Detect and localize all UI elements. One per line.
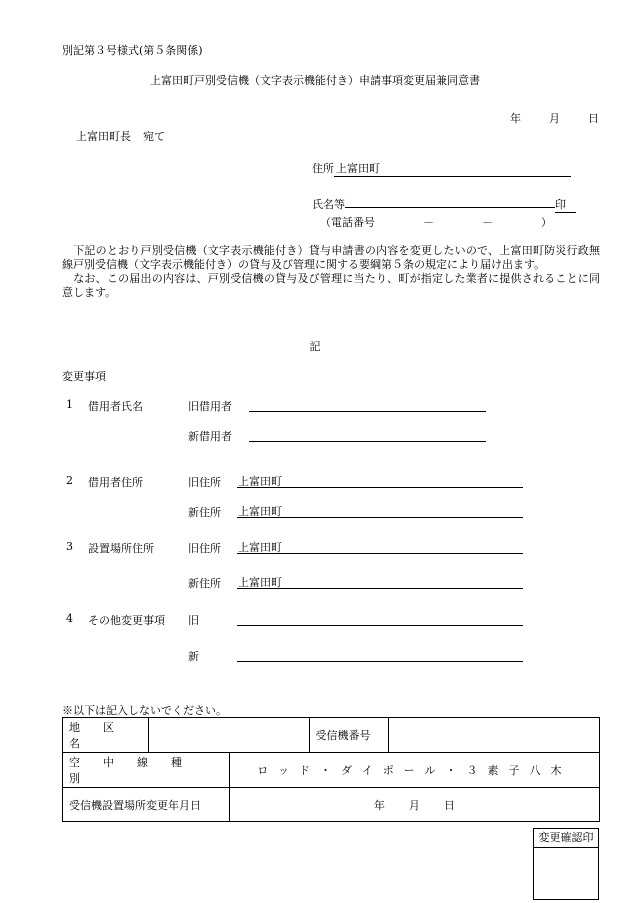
- antenna-value: ロッド・ダイポール・３素子八木: [257, 764, 572, 777]
- document-title: 上富田町戸別受信機（文字表示機能付き）申請事項変更届兼同意書: [150, 74, 480, 87]
- receiver-no-value[interactable]: [389, 718, 600, 753]
- item-3-number: 3: [66, 540, 73, 553]
- item-4-new-field[interactable]: [237, 647, 523, 662]
- item-4-old-label: 旧: [188, 614, 199, 627]
- date-month: 月: [549, 112, 560, 125]
- change-date-day: 日: [443, 798, 455, 812]
- item-3-old-field[interactable]: 上富田町: [237, 539, 523, 554]
- item-2-old-label: 旧住所: [188, 476, 221, 489]
- date-day: 日: [588, 112, 599, 125]
- change-items-title: 変更事項: [62, 370, 106, 383]
- antenna-label-cell: [63, 753, 230, 788]
- office-use-table: [62, 717, 600, 822]
- item-2-number: 2: [66, 474, 73, 487]
- item-1-old-field[interactable]: [249, 397, 486, 412]
- antenna-label: 空中線種別: [69, 756, 205, 785]
- addressee-suffix: 宛て: [143, 130, 165, 143]
- item-1-name: 借用者氏名: [88, 400, 143, 413]
- antenna-value-cell: [229, 753, 599, 788]
- body-paragraph-1: 下記のとおり戸別受信機（文字表示機能付き）貸与申請書の内容を変更したいので、上富田町防災行政無線戸別受信機（文字表示機能付き）の貸与及び管理に関する要綱第５条の規定により届け出ます。: [62, 244, 600, 271]
- ki-heading: 記: [309, 340, 321, 353]
- form-number: 別記第３号様式(第５条関係): [62, 44, 203, 57]
- item-1-new-label: 新借用者: [188, 430, 232, 443]
- phone-label: （電話番号: [320, 216, 375, 229]
- receiver-no-label-cell: [309, 718, 389, 753]
- address-label: 住所: [312, 162, 334, 175]
- change-date-value-cell[interactable]: [229, 788, 599, 822]
- phone-dash-2: －: [482, 216, 493, 229]
- item-4-name: その他変更事項: [88, 614, 165, 627]
- name-label: 氏名等: [312, 198, 345, 211]
- stamp-label: 変更確認印: [534, 829, 598, 848]
- name-field[interactable]: [345, 207, 555, 208]
- addressee-name: 上富田町長: [76, 130, 131, 143]
- district-label-cell: [63, 718, 149, 753]
- change-date-label-cell: [63, 788, 230, 822]
- item-2-new-field[interactable]: 上富田町: [237, 503, 523, 518]
- date-line: [510, 110, 599, 126]
- district-value[interactable]: [148, 718, 309, 753]
- seal-mark: 印: [555, 196, 576, 213]
- office-use-note: ※以下は記入しないでください。: [62, 704, 227, 717]
- change-date-month: 月: [408, 798, 420, 812]
- applicant-name: [312, 196, 576, 213]
- item-1-new-field[interactable]: [249, 427, 486, 442]
- body-paragraph-2: なお、この届出の内容は、戸別受信機の貸与及び管理に当たり、町が指定した業者に提供されることに同意します。: [62, 272, 601, 299]
- item-4-new-label: 新: [188, 650, 199, 663]
- item-3-name: 設置場所住所: [88, 542, 154, 555]
- body-text: [62, 244, 600, 300]
- change-date-year: 年: [373, 798, 385, 812]
- item-3-new-label: 新住所: [188, 577, 221, 590]
- phone-close: ）: [541, 216, 552, 229]
- date-year: 年: [510, 112, 521, 125]
- applicant-phone: [320, 214, 552, 230]
- receiver-no-label: 受信機番号: [315, 729, 371, 742]
- item-1-number: 1: [66, 398, 73, 411]
- district-label: 地区名: [69, 721, 137, 750]
- item-2-old-field[interactable]: 上富田町: [237, 473, 523, 488]
- address-field[interactable]: 上富田町: [334, 160, 571, 177]
- item-2-name: 借用者住所: [88, 476, 143, 489]
- change-date-label: 受信機設置場所変更年月日: [69, 798, 201, 812]
- item-3-new-field[interactable]: 上富田町: [237, 574, 523, 589]
- confirmation-stamp-box[interactable]: [533, 828, 599, 900]
- item-4-number: 4: [66, 612, 73, 625]
- phone-dash-1: －: [423, 216, 434, 229]
- item-1-old-label: 旧借用者: [188, 400, 232, 413]
- item-3-old-label: 旧住所: [188, 542, 221, 555]
- item-2-new-label: 新住所: [188, 506, 221, 519]
- item-4-old-field[interactable]: [237, 611, 523, 626]
- addressee: [76, 128, 165, 144]
- applicant-address: [312, 160, 571, 177]
